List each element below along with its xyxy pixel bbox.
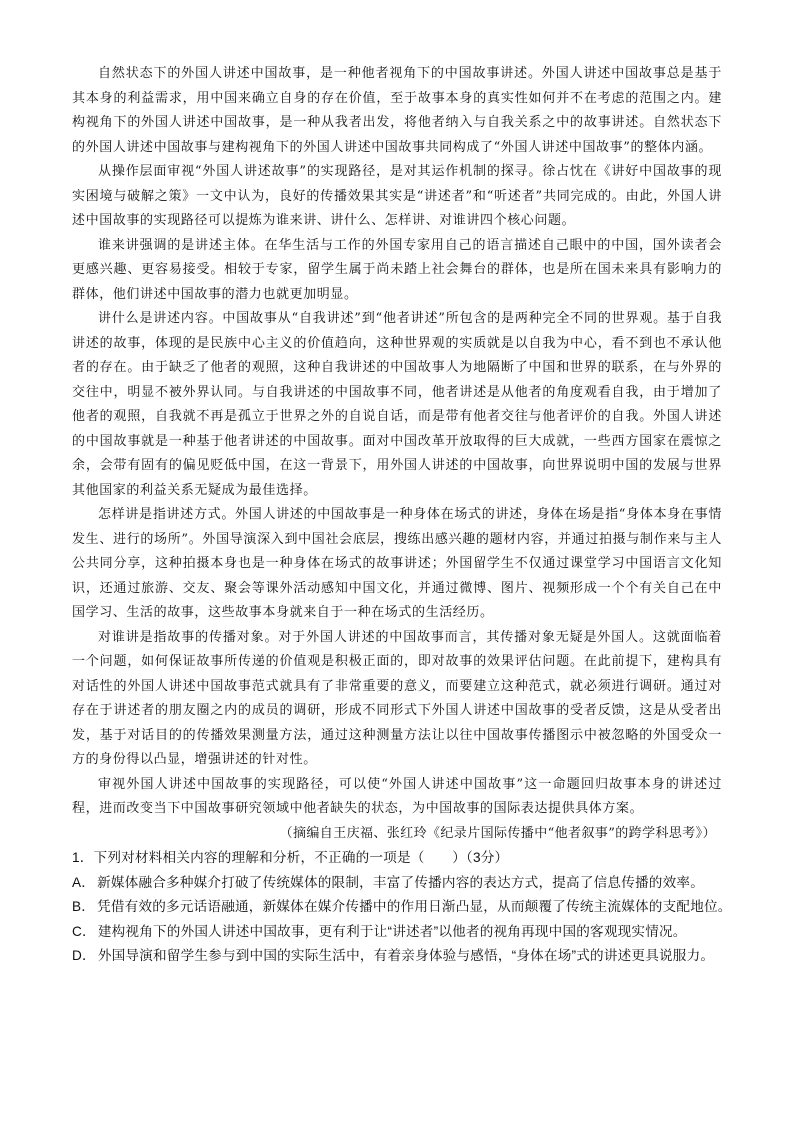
option-letter: A． xyxy=(72,874,96,890)
option-d xyxy=(72,944,722,969)
article-paragraph: 审视外国人讲述中国故事的实现路径，可以使“外国人讲述中国故事”这一命题回归故事本身的讲述过程，进而改变当下中国故事研究领域中他者缺失的状态，为中国故事的国际表达提供具体方案。 xyxy=(72,776,722,816)
option-text: 外国导演和留学生参与到中国的实际生活中，有着亲身体验与感悟，“身体在场”式的讲述更具说服力。 xyxy=(97,948,715,963)
option-c xyxy=(72,920,722,945)
article-paragraph: 讲什么是讲述内容。中国故事从“自我讲述”到“他者讲述”所包含的是两种完全不同的世界观。基于自我讲述的故事，体现的是民族中心主义的价值趋向，这种世界观的实质就是以自我为中心，看不到也不承认他者的存在。由于缺乏了他者的观照，这种自我讲述的中国故事人为地隔断了中国和世界的联系，在与外界的交往中，明显不被外界认同。与自我讲述的中国故事不同，他者讲述是从他者的角度观看自我，由于增加了他者的观照，自我就不再是孤立于世界之外的自说自话，而是带有他者交往与他者评价的自我。外国人讲述的中国故事就是一种基于他者讲述的中国故事。面对中国改革开放取得的巨大成就，一些西方国家在震惊之余，会带有固有的偏见贬低中国，在这一背景下，用外国人讲述的中国故事，向世界说明中国的发展与世界其他国家的利益关系无疑成为最佳选择。 xyxy=(72,311,722,498)
option-text: 新媒体融合多种媒介打破了传统媒体的限制，丰富了传播内容的表达方式，提高了信息传播的效率。 xyxy=(97,874,704,890)
article-paragraph: 谁来讲强调的是讲述主体。在华生活与工作的外国专家用自己的语言描述自己眼中的中国，国外读者会更感兴趣、更容易接受。相较于专家，留学生属于尚未踏上社会舞台的群体，也是所在国未来具有影响力的群体，他们讲述中国故事的潜力也就更加明显。 xyxy=(72,237,722,302)
option-text: 凭借有效的多元话语融通，新媒体在媒介传播中的作用日渐凸显，从而颠覆了传统主流媒体的支配地位。 xyxy=(97,899,732,914)
question-block xyxy=(72,846,732,969)
question-stem: 1．下列对材料相关内容的理解和分析，不正确的一项是（ ）（3分） xyxy=(72,850,509,865)
option-a xyxy=(72,871,722,896)
option-b xyxy=(72,895,732,920)
article-paragraph: 自然状态下的外国人讲述中国故事，是一种他者视角下的中国故事讲述。外国人讲述中国故事总是基于其本身的利益需求，用中国来确立自身的存在价值，至于故事本身的真实性如何并不在考虑的范围之内。建构视角下的外国人讲述中国故事，是一种从我者出发，将他者纳入与自我关系之中的故事讲述。自然状态下的外国人讲述中国故事与建构视角下的外国人讲述中国故事共同构成了“外国人讲述中国故事”的整体内涵。 xyxy=(72,66,722,155)
document-page xyxy=(72,62,732,969)
article-paragraph: 从操作层面审视“外国人讲述故事”的实现路径，是对其运作机制的探寻。徐占忱在《讲好中国故事的现实困境与破解之策》一文中认为，良好的传播效果其实是“讲述者”和“听述者”共同完成的。由此，外国人讲述中国故事的实现路径可以提炼为谁来讲、讲什么、怎样讲、对谁讲四个核心问题。 xyxy=(72,164,722,228)
option-letter: C． xyxy=(72,923,96,939)
option-text: 建构视角下的外国人讲述中国故事，更有利于让“讲述者”以他者的视角再现中国的客观现实情况。 xyxy=(97,923,687,939)
article-body xyxy=(72,62,722,822)
option-letter: B． xyxy=(72,899,96,914)
article-paragraph: 怎样讲是指讲述方式。外国人讲述的中国故事是一种身体在场式的讲述，身体在场是指“身体本身在事情发生、进行的场所”。外国导演深入到中国社会底层，搜练出感兴趣的题材内容，并通过拍摄与制作来与主人公共同分享，这种拍摄本身也是一种身体在场式的故事讲述；外国留学生不仅通过课堂学习中国语言文化知识，还通过旅游、交友、聚会等课外活动感知中国文化，并通过微博、图片、视频形成一个个有关自己在中国学习、生活的故事，这些故事本身就来自于一种在场式的生活经历。 xyxy=(72,507,722,620)
article-source: （摘编自王庆福、张红玲《纪录片国际传播中“他者叙事”的跨学科思考》） xyxy=(279,825,716,841)
option-letter: D． xyxy=(72,948,96,963)
article-paragraph: 对谁讲是指故事的传播对象。对于外国人讲述的中国故事而言，其传播对象无疑是外国人。这就面临着一个问题，如何保证故事所传递的价值观是积极正面的，即对故事的效果评估问题。在此前提下，建构具有对话性的外国人讲述中国故事范式就具有了非常重要的意义，而要建立这种范式，就必须进行调研。通过对存在于讲述者的朋友圈之内的成员的调研，形成不同形式下外国人讲述中国故事的受者反馈，这是从受者出发，基于对话目的的传播效果测量方法，通过这种测量方法让以往中国故事传播图示中被忽略的外国受众一方的身份得以凸显，增强讲述的针对性。 xyxy=(72,629,722,767)
